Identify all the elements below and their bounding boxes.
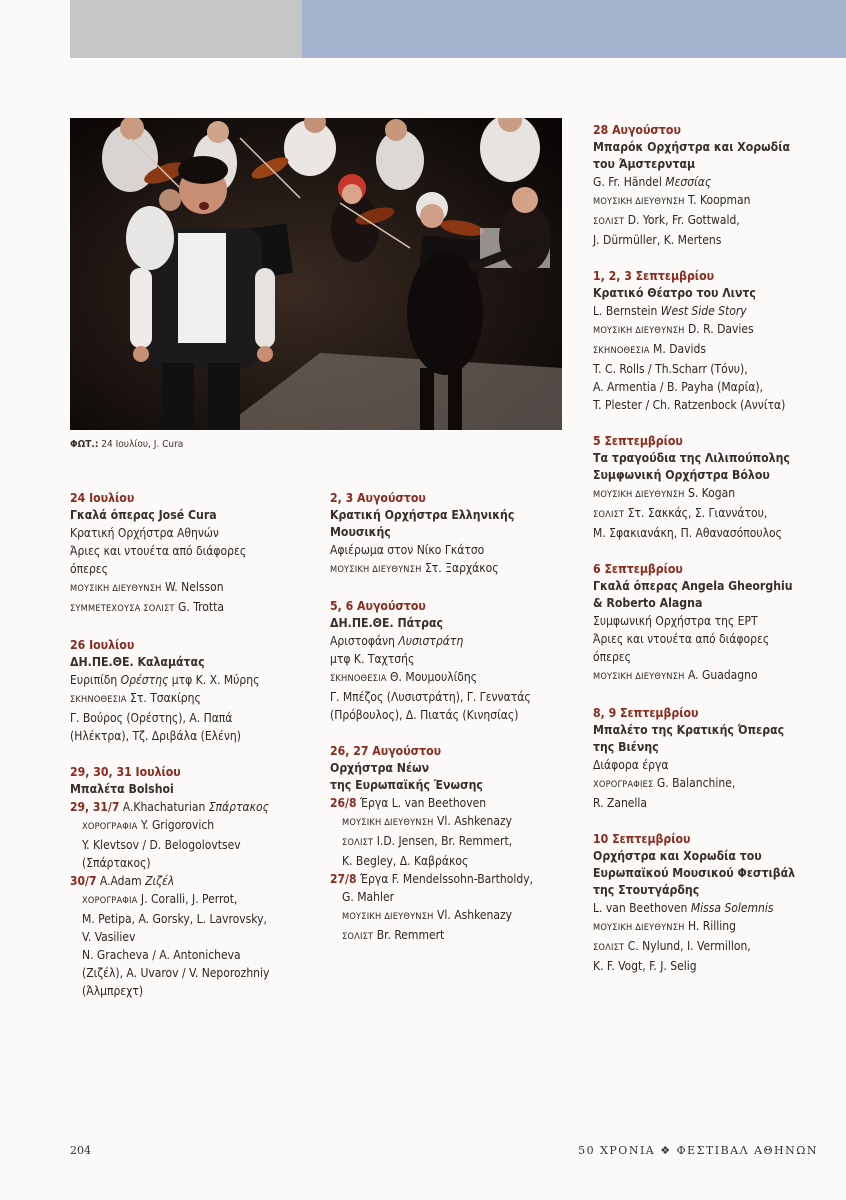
role-label: ΜΟΥΣΙΚΗ ΔΙΕΥΘΥΝΣΗ (593, 489, 685, 500)
event-line: M. Petipa, A. Gorsky, L. Lavrovsky, (82, 912, 267, 926)
role-value: Στ. Τσακίρης (126, 691, 201, 705)
role-label: ΧΟΡΟΓΡΑΦΙΑ (82, 821, 138, 832)
photo-caption (70, 439, 183, 450)
event-title: Γκαλά όπερας José Cura (70, 508, 217, 522)
event-line: (Ζιζέλ), A. Uvarov / V. Neporozhniy (82, 966, 270, 980)
event-24-july (70, 490, 320, 618)
event-title: Τα τραγούδια της Λιλιπούπολης (593, 451, 790, 465)
event-line: G. Mahler (342, 890, 395, 904)
event-title: του Άμστερνταμ (593, 157, 696, 171)
event-text: Έργα F. Mendelssohn-Bartholdy, (356, 872, 534, 886)
role-value: A. Guadagno (684, 668, 758, 682)
event-line: K. F. Vogt, F. J. Selig (593, 959, 697, 973)
event-title: Γκαλά όπερας Angela Gheorghiu (593, 579, 793, 593)
sub-date: 29, 31/7 (70, 800, 120, 814)
event-line: T. Plester / Ch. Ratzenbock (Αννίτα) (593, 398, 786, 412)
role-value: Vl. Ashkenazy (433, 908, 513, 922)
event-5-6-august (330, 598, 580, 724)
role-label: ΜΟΥΣΙΚΗ ΔΙΕΥΘΥΝΣΗ (330, 564, 422, 575)
role-value: Vl. Ashkenazy (433, 814, 513, 828)
work-title: West Side Story (660, 304, 747, 318)
event-line: K. Begley, Δ. Καβράκος (342, 854, 469, 868)
role-value: H. Rilling (684, 919, 736, 933)
role-value: Br. Remmert (373, 928, 445, 942)
event-line: Αφιέρωμα στον Νίκο Γκάτσο (330, 543, 485, 557)
work-title: Ζιζέλ (145, 874, 175, 888)
event-date: 28 Αυγούστου (593, 123, 681, 137)
event-title: της Στουτγάρδης (593, 883, 700, 897)
event-line: Y. Klevtsov / D. Belogolovtsev (82, 838, 241, 852)
work-title: Μεσσίας (665, 175, 712, 189)
event-title: Ορχήστρα Νέων (330, 761, 430, 775)
role-value: Στ. Σακκάς, Σ. Γιαννάτου, (624, 506, 768, 520)
event-date: 2, 3 Αυγούστου (330, 491, 426, 505)
event-line: όπερες (70, 562, 108, 576)
event-text: A.Khachaturian (119, 800, 209, 814)
event-title: Συμφωνική Ορχήστρα Βόλου (593, 468, 770, 482)
role-label: ΜΟΥΣΙΚΗ ΔΙΕΥΘΥΝΣΗ (593, 196, 685, 207)
event-date: 26 Ιουλίου (70, 638, 135, 652)
role-value: T. Koopman (684, 193, 751, 207)
role-label: ΣΚΗΝΟΘΕΣΙΑ (593, 345, 650, 356)
event-text: Ευριπίδη (70, 673, 121, 687)
caption-text: 24 Ιουλίου, J. Cura (98, 439, 184, 450)
event-line: T. C. Rolls / Th.Scharr (Τόνυ), (593, 362, 748, 376)
event-line: (Σπάρτακος) (82, 856, 151, 870)
event-line: (Πρόβουλος), Δ. Πιατάς (Κινησίας) (330, 708, 519, 722)
event-line: R. Zanella (593, 796, 648, 810)
header-band-blue (302, 0, 846, 58)
role-label: ΜΟΥΣΙΚΗ ΔΙΕΥΘΥΝΣΗ (593, 922, 685, 933)
event-line: A. Armentia / B. Payha (Μαρία), (593, 380, 764, 394)
event-line: Διάφορα έργα (593, 758, 669, 772)
role-label: ΜΟΥΣΙΚΗ ΔΙΕΥΘΥΝΣΗ (342, 817, 434, 828)
event-title: Κρατικό Θέατρο του Λιντς (593, 286, 756, 300)
event-title: της Βιένης (593, 740, 659, 754)
event-6-september (593, 561, 843, 686)
event-line: Γ. Βούρος (Ορέστης), Α. Παπά (70, 711, 233, 725)
event-line: (Ηλέκτρα), Τζ. Δριβάλα (Ελένη) (70, 729, 241, 743)
role-value: Θ. Μουμουλίδης (386, 670, 478, 684)
event-text: L. van Beethoven (593, 901, 691, 915)
event-26-27-august (330, 743, 580, 946)
caption-prefix: ΦΩΤ.: (70, 439, 99, 450)
event-line: μτφ Κ. Ταχτσής (330, 652, 415, 666)
event-date: 10 Σεπτεμβρίου (593, 832, 691, 846)
page-number: 204 (70, 1144, 91, 1157)
event-text: Αριστοφάνη (330, 634, 399, 648)
event-text: Έργα L. van Beethoven (356, 796, 487, 810)
role-label: ΧΟΡΟΓΡΑΦΙΑ (82, 895, 138, 906)
event-title: ΔΗ.ΠΕ.ΘΕ. Καλαμάτας (70, 655, 205, 669)
event-line: Άριες και ντουέτα από διάφορες (593, 632, 770, 646)
role-label: ΣΟΛΙΣΤ (593, 509, 625, 520)
role-label: ΣΟΛΙΣΤ (593, 942, 625, 953)
role-value: G. Balanchine, (653, 776, 736, 790)
event-line: J. Dürmüller, K. Mertens (593, 233, 722, 247)
event-line: Γ. Μπέζος (Λυσιστράτη), Γ. Γεννατάς (330, 690, 531, 704)
role-label: ΣΚΗΝΟΘΕΣΙΑ (70, 694, 127, 705)
role-value: D. R. Davies (684, 322, 754, 336)
role-label: ΣΟΛΙΣΤ (342, 931, 374, 942)
column-1 (70, 490, 320, 1019)
sub-date: 26/8 (330, 796, 357, 810)
event-8-9-september (593, 705, 843, 812)
sub-date: 27/8 (330, 872, 357, 886)
event-title: Κρατική Ορχήστρα Ελληνικής (330, 508, 515, 522)
event-text: G. Fr. Händel (593, 175, 666, 189)
event-date: 5, 6 Αυγούστου (330, 599, 426, 613)
event-line: (Άλμπρεχτ) (82, 984, 144, 998)
event-title: ΔΗ.ΠΕ.ΘΕ. Πάτρας (330, 616, 444, 630)
event-date: 8, 9 Σεπτεμβρίου (593, 706, 699, 720)
work-title: Missa Solemnis (690, 901, 774, 915)
event-line: Συμφωνική Ορχήστρα της ΕΡΤ (593, 614, 758, 628)
event-text: L. Bernstein (593, 304, 661, 318)
role-value: I.D. Jensen, Br. Remmert, (373, 834, 513, 848)
event-line: Μ. Σφακιανάκη, Π. Αθανασόπουλος (593, 526, 782, 540)
role-value: Στ. Ξαρχάκος (421, 561, 499, 575)
event-date: 26, 27 Αυγούστου (330, 744, 442, 758)
event-line: Άριες και ντουέτα από διάφορες (70, 544, 247, 558)
event-date: 29, 30, 31 Ιουλίου (70, 765, 181, 779)
role-label: ΣΚΗΝΟΘΕΣΙΑ (330, 673, 387, 684)
header-band-grey (70, 0, 302, 58)
event-title: & Roberto Alagna (593, 596, 703, 610)
role-label: ΜΟΥΣΙΚΗ ΔΙΕΥΘΥΝΣΗ (70, 583, 162, 594)
role-value: M. Davids (649, 342, 706, 356)
sub-date: 30/7 (70, 874, 97, 888)
work-title: Σπάρτακος (208, 800, 269, 814)
event-title: Μουσικής (330, 525, 391, 539)
event-date: 6 Σεπτεμβρίου (593, 562, 683, 576)
role-label: ΜΟΥΣΙΚΗ ΔΙΕΥΘΥΝΣΗ (342, 911, 434, 922)
event-title: Μπαρόκ Ορχήστρα και Χορωδία (593, 140, 791, 154)
role-label: ΜΟΥΣΙΚΗ ΔΙΕΥΘΥΝΣΗ (593, 671, 685, 682)
event-text: μτφ Κ. Χ. Μύρης (168, 673, 260, 687)
role-value: Y. Grigorovich (137, 818, 215, 832)
event-date: 5 Σεπτεμβρίου (593, 434, 683, 448)
event-line: όπερες (593, 650, 631, 664)
role-label: ΜΟΥΣΙΚΗ ΔΙΕΥΘΥΝΣΗ (593, 325, 685, 336)
role-value: S. Kogan (684, 486, 736, 500)
event-date: 24 Ιουλίου (70, 491, 135, 505)
role-label: ΣΟΛΙΣΤ (593, 216, 625, 227)
event-text: A.Adam (96, 874, 146, 888)
role-value: W. Nelsson (161, 580, 224, 594)
role-label: ΣΟΛΙΣΤ (342, 837, 374, 848)
event-title: Ευρωπαϊκού Μουσικού Φεστιβάλ (593, 866, 796, 880)
role-value: J. Coralli, J. Perrot, (137, 892, 238, 906)
event-date: 1, 2, 3 Σεπτεμβρίου (593, 269, 715, 283)
concert-photo-illustration (70, 118, 562, 430)
role-value: G. Trotta (174, 600, 224, 614)
concert-photo (70, 118, 562, 430)
work-title: Λυσιστράτη (398, 634, 464, 648)
event-29-31-july (70, 764, 320, 1000)
event-title: Μπαλέτα Bolshoi (70, 782, 174, 796)
event-title: Ορχήστρα και Χορωδία του (593, 849, 762, 863)
event-line: Κρατική Ορχήστρα Αθηνών (70, 526, 219, 540)
event-title: της Ευρωπαϊκής Ένωσης (330, 778, 483, 792)
footer-title: 50 ΧΡΟΝΙΑ ❖ ΦΕΣΤΙΒΑΛ ΑΘΗΝΩΝ (578, 1144, 818, 1157)
role-label: ΧΟΡΟΓΡΑΦΙΕΣ (593, 779, 654, 790)
column-2 (330, 490, 580, 965)
role-label: ΣΥΜΜΕΤΕΧΟΥΣΑ ΣΟΛΙΣΤ (70, 603, 175, 614)
role-value: D. York, Fr. Gottwald, (624, 213, 740, 227)
event-28-august (593, 122, 843, 249)
event-line: N. Gracheva / A. Antonicheva (82, 948, 241, 962)
event-10-september (593, 831, 843, 975)
role-value: C. Nylund, I. Vermillon, (624, 939, 751, 953)
event-5-september (593, 433, 843, 542)
event-title: Μπαλέτο της Κρατικής Όπερας (593, 723, 785, 737)
event-1-3-september (593, 268, 843, 414)
event-26-july (70, 637, 320, 745)
work-title: Ορέστης (120, 673, 169, 687)
event-line: V. Vasiliev (82, 930, 136, 944)
event-2-3-august (330, 490, 580, 579)
column-3 (593, 122, 843, 994)
